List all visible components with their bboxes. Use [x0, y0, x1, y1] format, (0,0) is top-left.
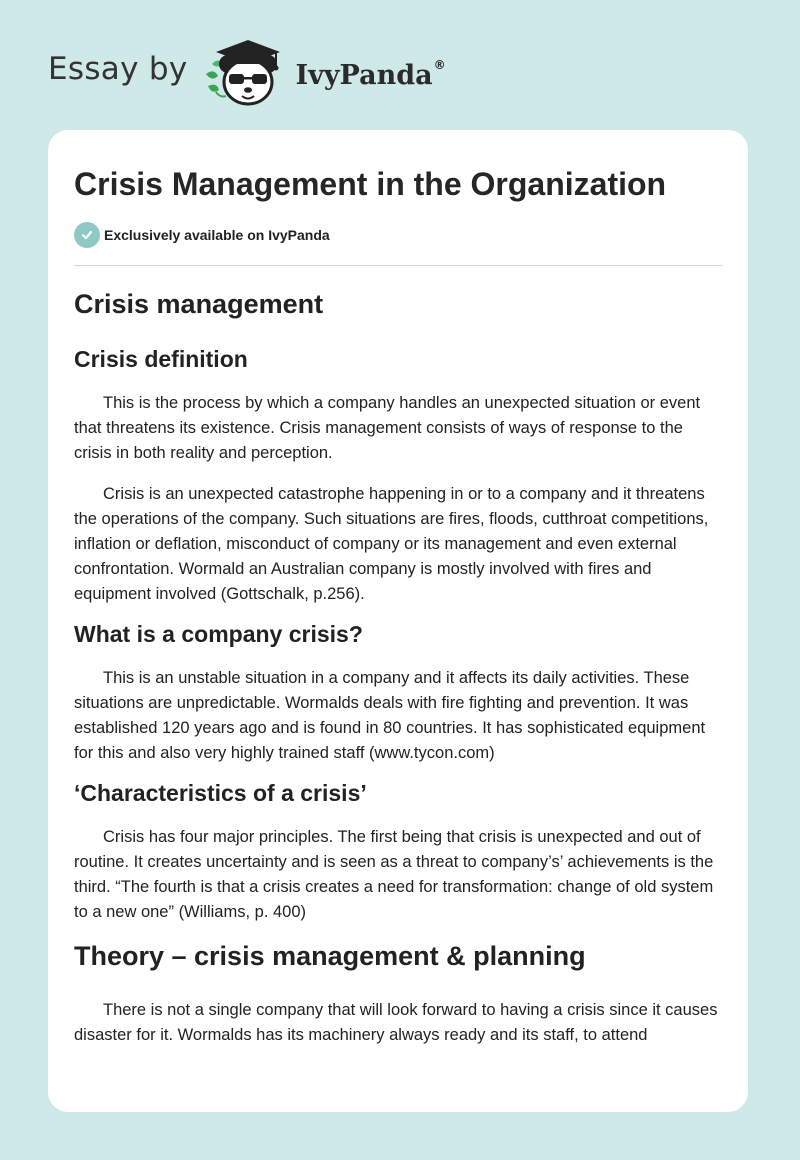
- subsection-heading: What is a company crisis?: [74, 621, 363, 647]
- paragraph: Crisis has four major principles. The first being that crisis is unexpected and out of routine. It creates uncertainty and is seen as a threat to company’s’ achievements is the third. “The fourth is that a crisis creates a need for transformation: change of old system to a new one” (Williams, p. 400): [74, 828, 714, 921]
- page-title: Crisis Management in the Organization: [74, 166, 667, 202]
- title-divider: [74, 265, 722, 266]
- exclusive-badge-label: Exclusively available on IvyPanda: [104, 227, 330, 243]
- subsection-heading: Crisis definition: [74, 346, 248, 372]
- registered-mark: ®: [433, 57, 446, 72]
- paragraph: Crisis is an unexpected catastrophe happening in or to a company and it threatens the operations of the company. Such situations are fires, floods, cutthroat competitions, inflation or deflation, misconduct of company or its management and even external confrontation. Wormald an Australian company is mostly involved with fires and equipment involved (Gottschalk, p.256).: [74, 485, 709, 603]
- section-heading: Theory – crisis management & planning: [74, 941, 586, 971]
- paragraph: This is the process by which a company handles an unexpected situation or event that threatens its existence. Crisis management consists of ways of response to the crisis in both reality and perception.: [74, 394, 701, 462]
- brand-header[interactable]: [48, 34, 446, 110]
- exclusive-badge: [74, 221, 722, 249]
- brand-name: IvyPanda®: [295, 57, 446, 91]
- essay-card: [48, 130, 748, 1112]
- section-heading: Crisis management: [74, 289, 324, 319]
- check-circle-icon: [74, 222, 100, 248]
- brand-prefix: Essay by: [48, 51, 188, 87]
- panda-graduate-logo-icon: [202, 34, 294, 110]
- paragraph: This is an unstable situation in a company and it affects its daily activities. These situations are unpredictable. Wormalds deals with fire fighting and prevention. It was established 120 years ago and is found in 80 countries. It has sophisticated equipment for this and also very highly trained staff (www.tycon.com): [74, 669, 706, 762]
- subsection-heading: ‘Characteristics of a crisis’: [74, 780, 367, 806]
- paragraph: There is not a single company that will look forward to having a crisis since it causes disaster for it. Wormalds has its machinery always ready and its staff, to attend: [74, 1001, 718, 1044]
